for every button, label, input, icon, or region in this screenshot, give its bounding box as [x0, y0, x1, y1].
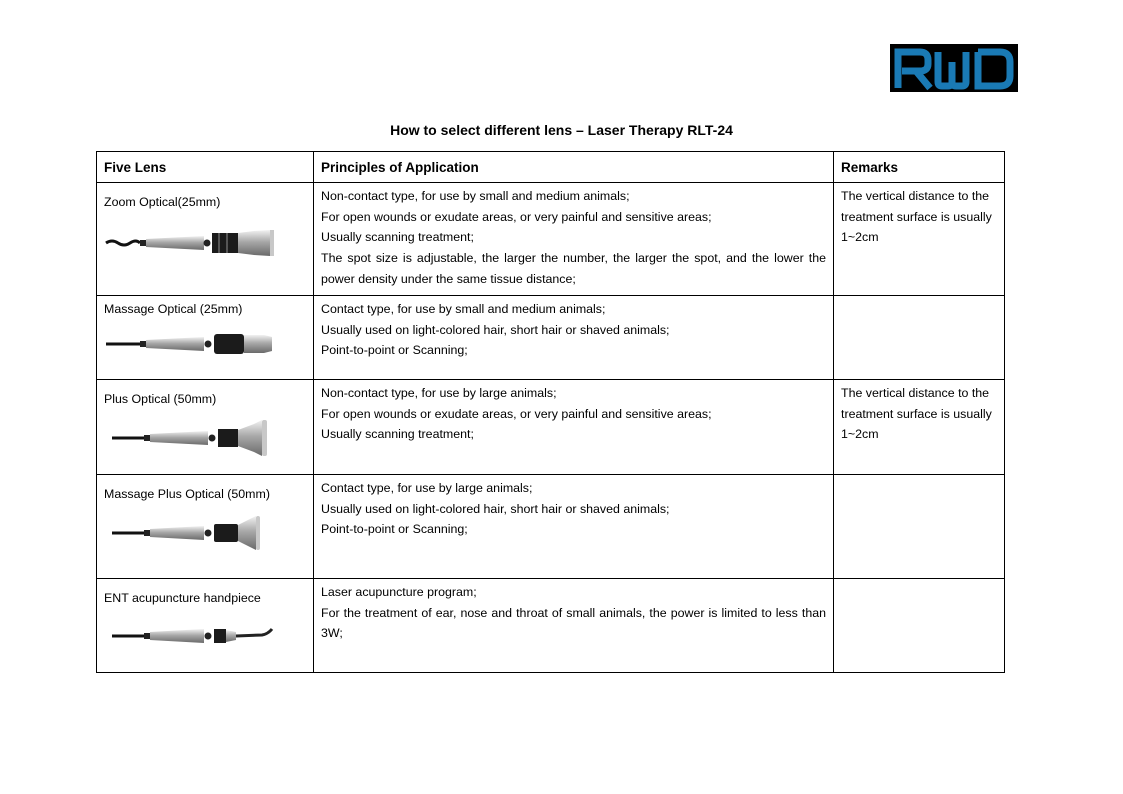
remarks-cell — [834, 578, 1005, 672]
principles-cell — [314, 578, 834, 672]
table-row — [97, 578, 1005, 672]
principle-line: Usually scanning treatment; — [321, 427, 474, 442]
principle-line: Point-to-point or Scanning; — [321, 343, 468, 358]
principles-cell — [314, 474, 834, 578]
principle-line: The spot size is adjustable, the larger the number, the larger the spot, and the lower the power density under the same tissue distance; — [321, 251, 826, 286]
rwd-logo — [890, 44, 1018, 92]
principle-line: Contact type, for use by large animals; — [321, 480, 533, 495]
header-remarks: Remarks — [834, 152, 1005, 183]
principle-line: For open wounds or exudate areas, or very painful and sensitive areas; — [321, 406, 712, 421]
principle-line: Point-to-point or Scanning; — [321, 522, 468, 537]
principle-line: Laser acupuncture program; — [321, 584, 477, 599]
table-row — [97, 379, 1005, 474]
lens-cell — [97, 474, 314, 578]
table-header-row — [97, 152, 1005, 183]
principle-line: Usually used on light-colored hair, short hair or shaved animals; — [321, 501, 670, 516]
massage-plus-optical-handpiece-image — [104, 513, 284, 551]
lens-cell — [97, 295, 314, 379]
principle-line: For open wounds or exudate areas, or very painful and sensitive areas; — [321, 209, 712, 224]
remarks-cell — [834, 474, 1005, 578]
header-five-lens: Five Lens — [97, 152, 314, 183]
massage-optical-handpiece-image — [104, 328, 284, 358]
table-row — [97, 295, 1005, 379]
table-row — [97, 182, 1005, 295]
lens-name: Massage Plus Optical (50mm) — [104, 486, 270, 501]
principle-line: For the treatment of ear, nose and throat of small animals, the power is limited to less than 3W; — [321, 605, 826, 641]
lens-selection-table — [96, 151, 1005, 673]
remarks-cell: The vertical distance to the treatment surface is usually 1~2cm — [834, 379, 1005, 474]
remarks-cell — [834, 295, 1005, 379]
ent-acupuncture-handpiece-image — [104, 617, 284, 647]
principle-line: Non-contact type, for use by large animals; — [321, 385, 557, 400]
zoom-optical-handpiece-image — [104, 221, 284, 257]
principles-cell — [314, 379, 834, 474]
remarks-cell: The vertical distance to the treatment surface is usually 1~2cm — [834, 182, 1005, 295]
lens-cell — [97, 379, 314, 474]
principle-line: Contact type, for use by small and medium animals; — [321, 301, 606, 316]
plus-optical-handpiece-image — [104, 418, 284, 456]
lens-cell — [97, 182, 314, 295]
lens-cell — [97, 578, 314, 672]
lens-name: ENT acupuncture handpiece — [104, 590, 261, 605]
principles-cell — [314, 182, 834, 295]
table-row — [97, 474, 1005, 578]
principle-line: Non-contact type, for use by small and medium animals; — [321, 188, 630, 203]
document-title: How to select different lens – Laser Therapy RLT-24 — [390, 122, 733, 138]
principles-cell — [314, 295, 834, 379]
lens-name: Massage Optical (25mm) — [104, 301, 243, 316]
lens-name: Zoom Optical(25mm) — [104, 194, 221, 209]
principle-line: Usually scanning treatment; — [321, 230, 474, 245]
header-principles: Principles of Application — [314, 152, 834, 183]
lens-name: Plus Optical (50mm) — [104, 391, 217, 406]
principle-line: Usually used on light-colored hair, short hair or shaved animals; — [321, 322, 670, 337]
